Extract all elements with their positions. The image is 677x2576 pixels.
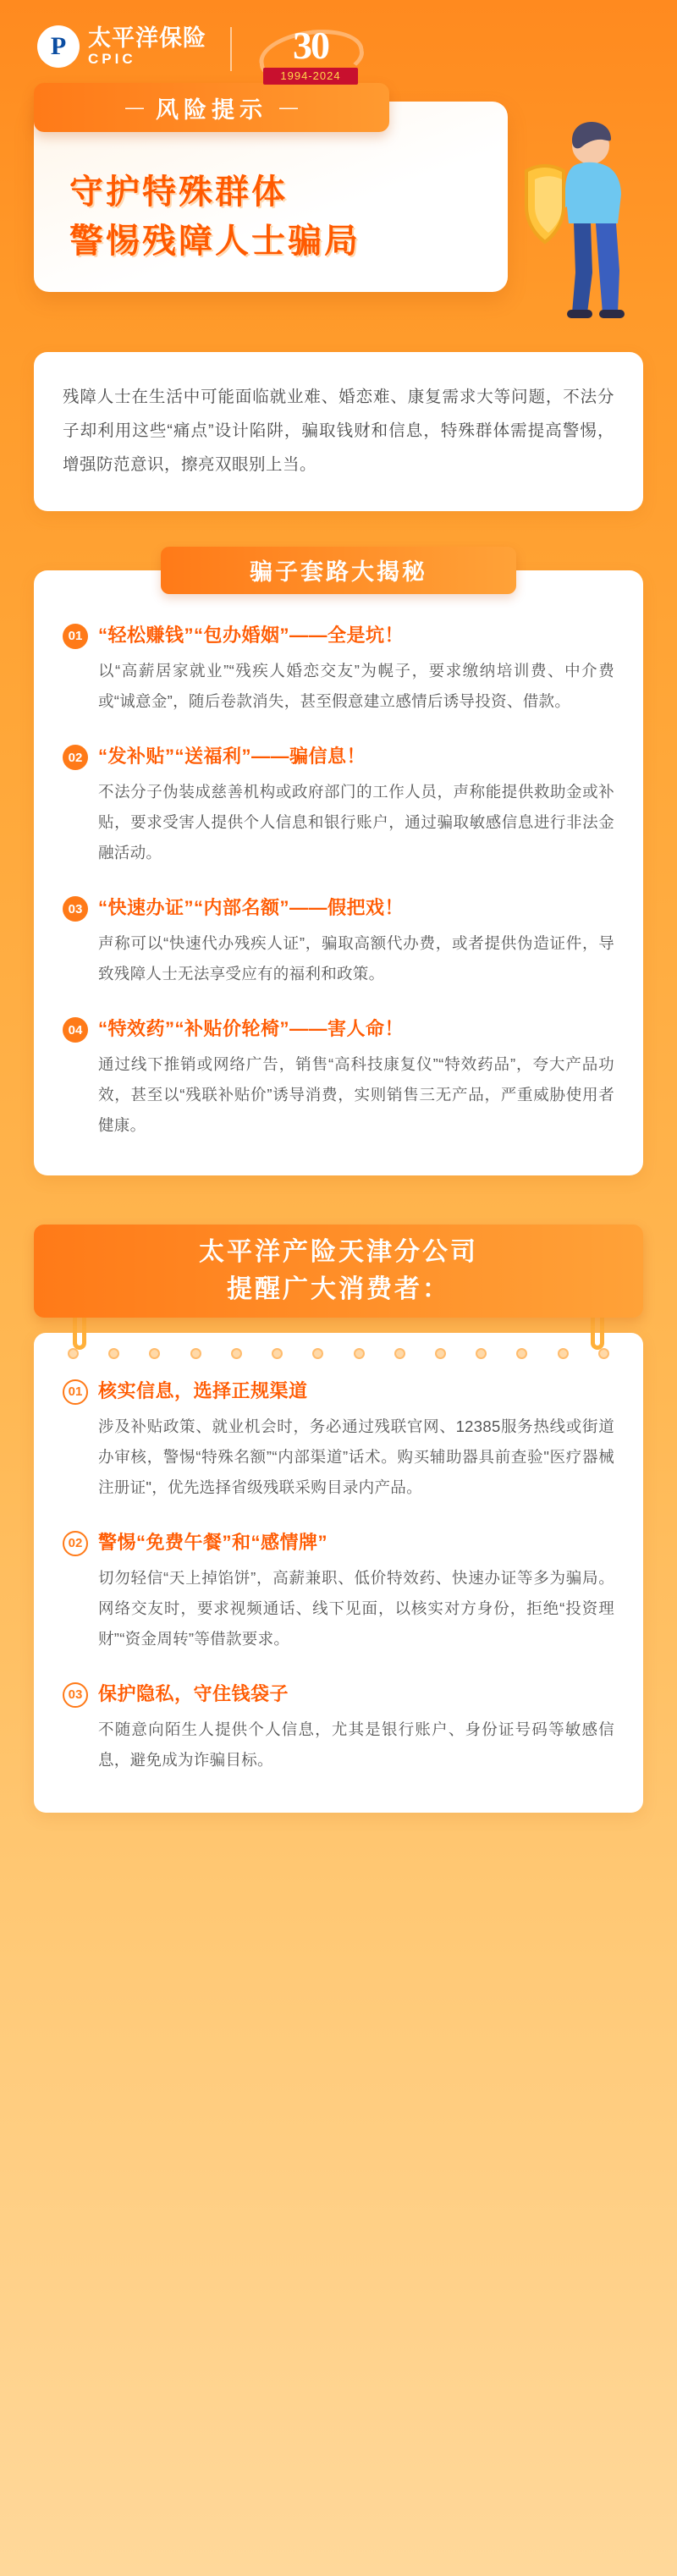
notepad-hole-icon bbox=[394, 1348, 405, 1359]
item-text: 通过线下推销或网络广告，销售“高科技康复仪”“特效药品”，夸大产品功效，甚至以“残联补贴价”诱导消费，实则销售三无产品，严重威胁使用者健康。 bbox=[98, 1055, 614, 1135]
item-text: 声称可以“快速代办残疾人证”，骗取高额代办费，或者提供伪造证件，导致残障人士无法享受应有的福利和政策。 bbox=[98, 934, 614, 983]
notepad-hole-icon bbox=[312, 1348, 323, 1359]
section-scams-title: 骗子套路大揭秘 bbox=[161, 547, 516, 594]
list-item-head bbox=[63, 621, 614, 649]
notepad-hole-icon bbox=[108, 1348, 119, 1359]
item-title: “发补贴”“送福利”——骗信息！ bbox=[98, 746, 366, 768]
list-item bbox=[63, 894, 614, 989]
item-text: 不随意向陌生人提供个人信息，尤其是银行账户、身份证号码等敏感信息，避免成为诈骗目标。 bbox=[98, 1720, 614, 1769]
hero-title-line1: 守护特殊群体 bbox=[69, 173, 288, 211]
list-item-head bbox=[63, 894, 614, 922]
cpic-logo-text bbox=[88, 26, 206, 67]
anniversary-years: 1994-2024 bbox=[263, 68, 358, 85]
item-number: 02 bbox=[63, 745, 88, 770]
notepad-holes bbox=[68, 1348, 609, 1359]
section-tips-title bbox=[34, 1225, 643, 1318]
notepad-hole-icon bbox=[354, 1348, 365, 1359]
cpic-circle-logo-icon: P bbox=[37, 25, 80, 68]
notepad-hole-icon bbox=[231, 1348, 242, 1359]
list-item-head bbox=[63, 1377, 614, 1405]
notepad-hole-icon bbox=[558, 1348, 569, 1359]
anniversary-number: 30 bbox=[293, 24, 328, 67]
item-number: 04 bbox=[63, 1017, 88, 1043]
list-item bbox=[63, 1377, 614, 1503]
item-text: 以“高薪居家就业”“残疾人婚恋交友”为幌子，要求缴纳培训费、中介费或“诚意金”，随后卷款消失，甚至假意建立感情后诱导投资、借款。 bbox=[98, 661, 614, 710]
item-text: 切勿轻信“天上掉馅饼”，高薪兼职、低价特效药、快速办证等多为骗局。网络交友时，要求视频通话、线下见面，以核实对方身份，拒绝“投资理财”“资金周转”等借款要求。 bbox=[98, 1568, 614, 1648]
section-tips-title-line1: 太平洋产险天津分公司 bbox=[199, 1238, 478, 1267]
notepad-hole-icon bbox=[68, 1348, 79, 1359]
list-item-head bbox=[63, 1015, 614, 1043]
item-number: 03 bbox=[63, 1682, 88, 1708]
hero-dash-right: — bbox=[279, 96, 298, 118]
section-scams bbox=[34, 547, 643, 1175]
hero-tag bbox=[34, 83, 389, 132]
section-tips-body bbox=[34, 1333, 643, 1814]
item-title: 警惕“免费午餐”和“感情牌” bbox=[98, 1531, 328, 1553]
hero-title bbox=[69, 168, 361, 266]
item-text: 涉及补贴政策、就业机会时，务必通过残联官网、12385服务热线或街道办审核，警惕“特殊名额”“内部渠道”话术。购买辅助器具前查验"医疗器械注册证"，优先选择省级残联采购目录内产品。 bbox=[98, 1417, 614, 1496]
list-item bbox=[63, 742, 614, 868]
list-item bbox=[63, 1528, 614, 1654]
list-item bbox=[63, 1015, 614, 1141]
item-number: 01 bbox=[63, 624, 88, 649]
notepad-hole-icon bbox=[190, 1348, 201, 1359]
anniversary-badge bbox=[256, 25, 366, 85]
notepad-hole-icon bbox=[516, 1348, 527, 1359]
item-title: 核实信息，选择正规渠道 bbox=[98, 1379, 308, 1401]
hero-tag-label: 风险提示 bbox=[156, 96, 267, 123]
notepad-hole-icon bbox=[272, 1348, 283, 1359]
list-item bbox=[63, 621, 614, 717]
item-number: 03 bbox=[63, 896, 88, 922]
cpic-logo bbox=[37, 25, 206, 68]
section-tips-title-line2: 提醒广大消费者： bbox=[227, 1274, 450, 1303]
section-scams-body bbox=[34, 570, 643, 1175]
header-divider bbox=[230, 27, 232, 71]
person-with-shield-illustration-icon bbox=[482, 110, 660, 322]
notepad-hole-icon bbox=[598, 1348, 609, 1359]
list-item-head bbox=[63, 1680, 614, 1708]
item-title: 保护隐私，守住钱袋子 bbox=[98, 1682, 289, 1704]
list-item-head bbox=[63, 1528, 614, 1556]
hero-section bbox=[34, 96, 652, 322]
brand-name-cn: 太平洋保险 bbox=[88, 25, 206, 51]
footer-space bbox=[0, 1813, 677, 1880]
hero-dash-left: — bbox=[125, 96, 144, 118]
notepad-hole-icon bbox=[149, 1348, 160, 1359]
list-item-head bbox=[63, 742, 614, 770]
notepad-hole-icon bbox=[476, 1348, 487, 1359]
item-title: “快速办证”“内部名额”——假把戏！ bbox=[98, 897, 405, 919]
item-number: 02 bbox=[63, 1531, 88, 1556]
item-text: 不法分子伪装成慈善机构或政府部门的工作人员，声称能提供救助金或补贴，要求受害人提供个人信息和银行账户，通过骗取敏感信息进行非法金融活动。 bbox=[98, 783, 614, 862]
item-title: “特效药”“补贴价轮椅”——害人命！ bbox=[98, 1018, 405, 1040]
notepad-hole-icon bbox=[435, 1348, 446, 1359]
item-number: 01 bbox=[63, 1379, 88, 1405]
hero-title-line2: 警惕残障人士骗局 bbox=[69, 223, 361, 260]
list-item bbox=[63, 1680, 614, 1775]
item-title: “轻松赚钱”“包办婚姻”——全是坑！ bbox=[98, 624, 405, 646]
intro-card bbox=[34, 352, 643, 511]
intro-text: 残障人士在生活中可能面临就业难、婚恋难、康复需求大等问题，不法分子却利用这些“痛点”设计陷阱，骗取钱财和信息，特殊群体需提高警惕，增强防范意识，擦亮双眼别上当。 bbox=[63, 388, 614, 474]
brand-name-en: CPIC bbox=[88, 50, 136, 67]
